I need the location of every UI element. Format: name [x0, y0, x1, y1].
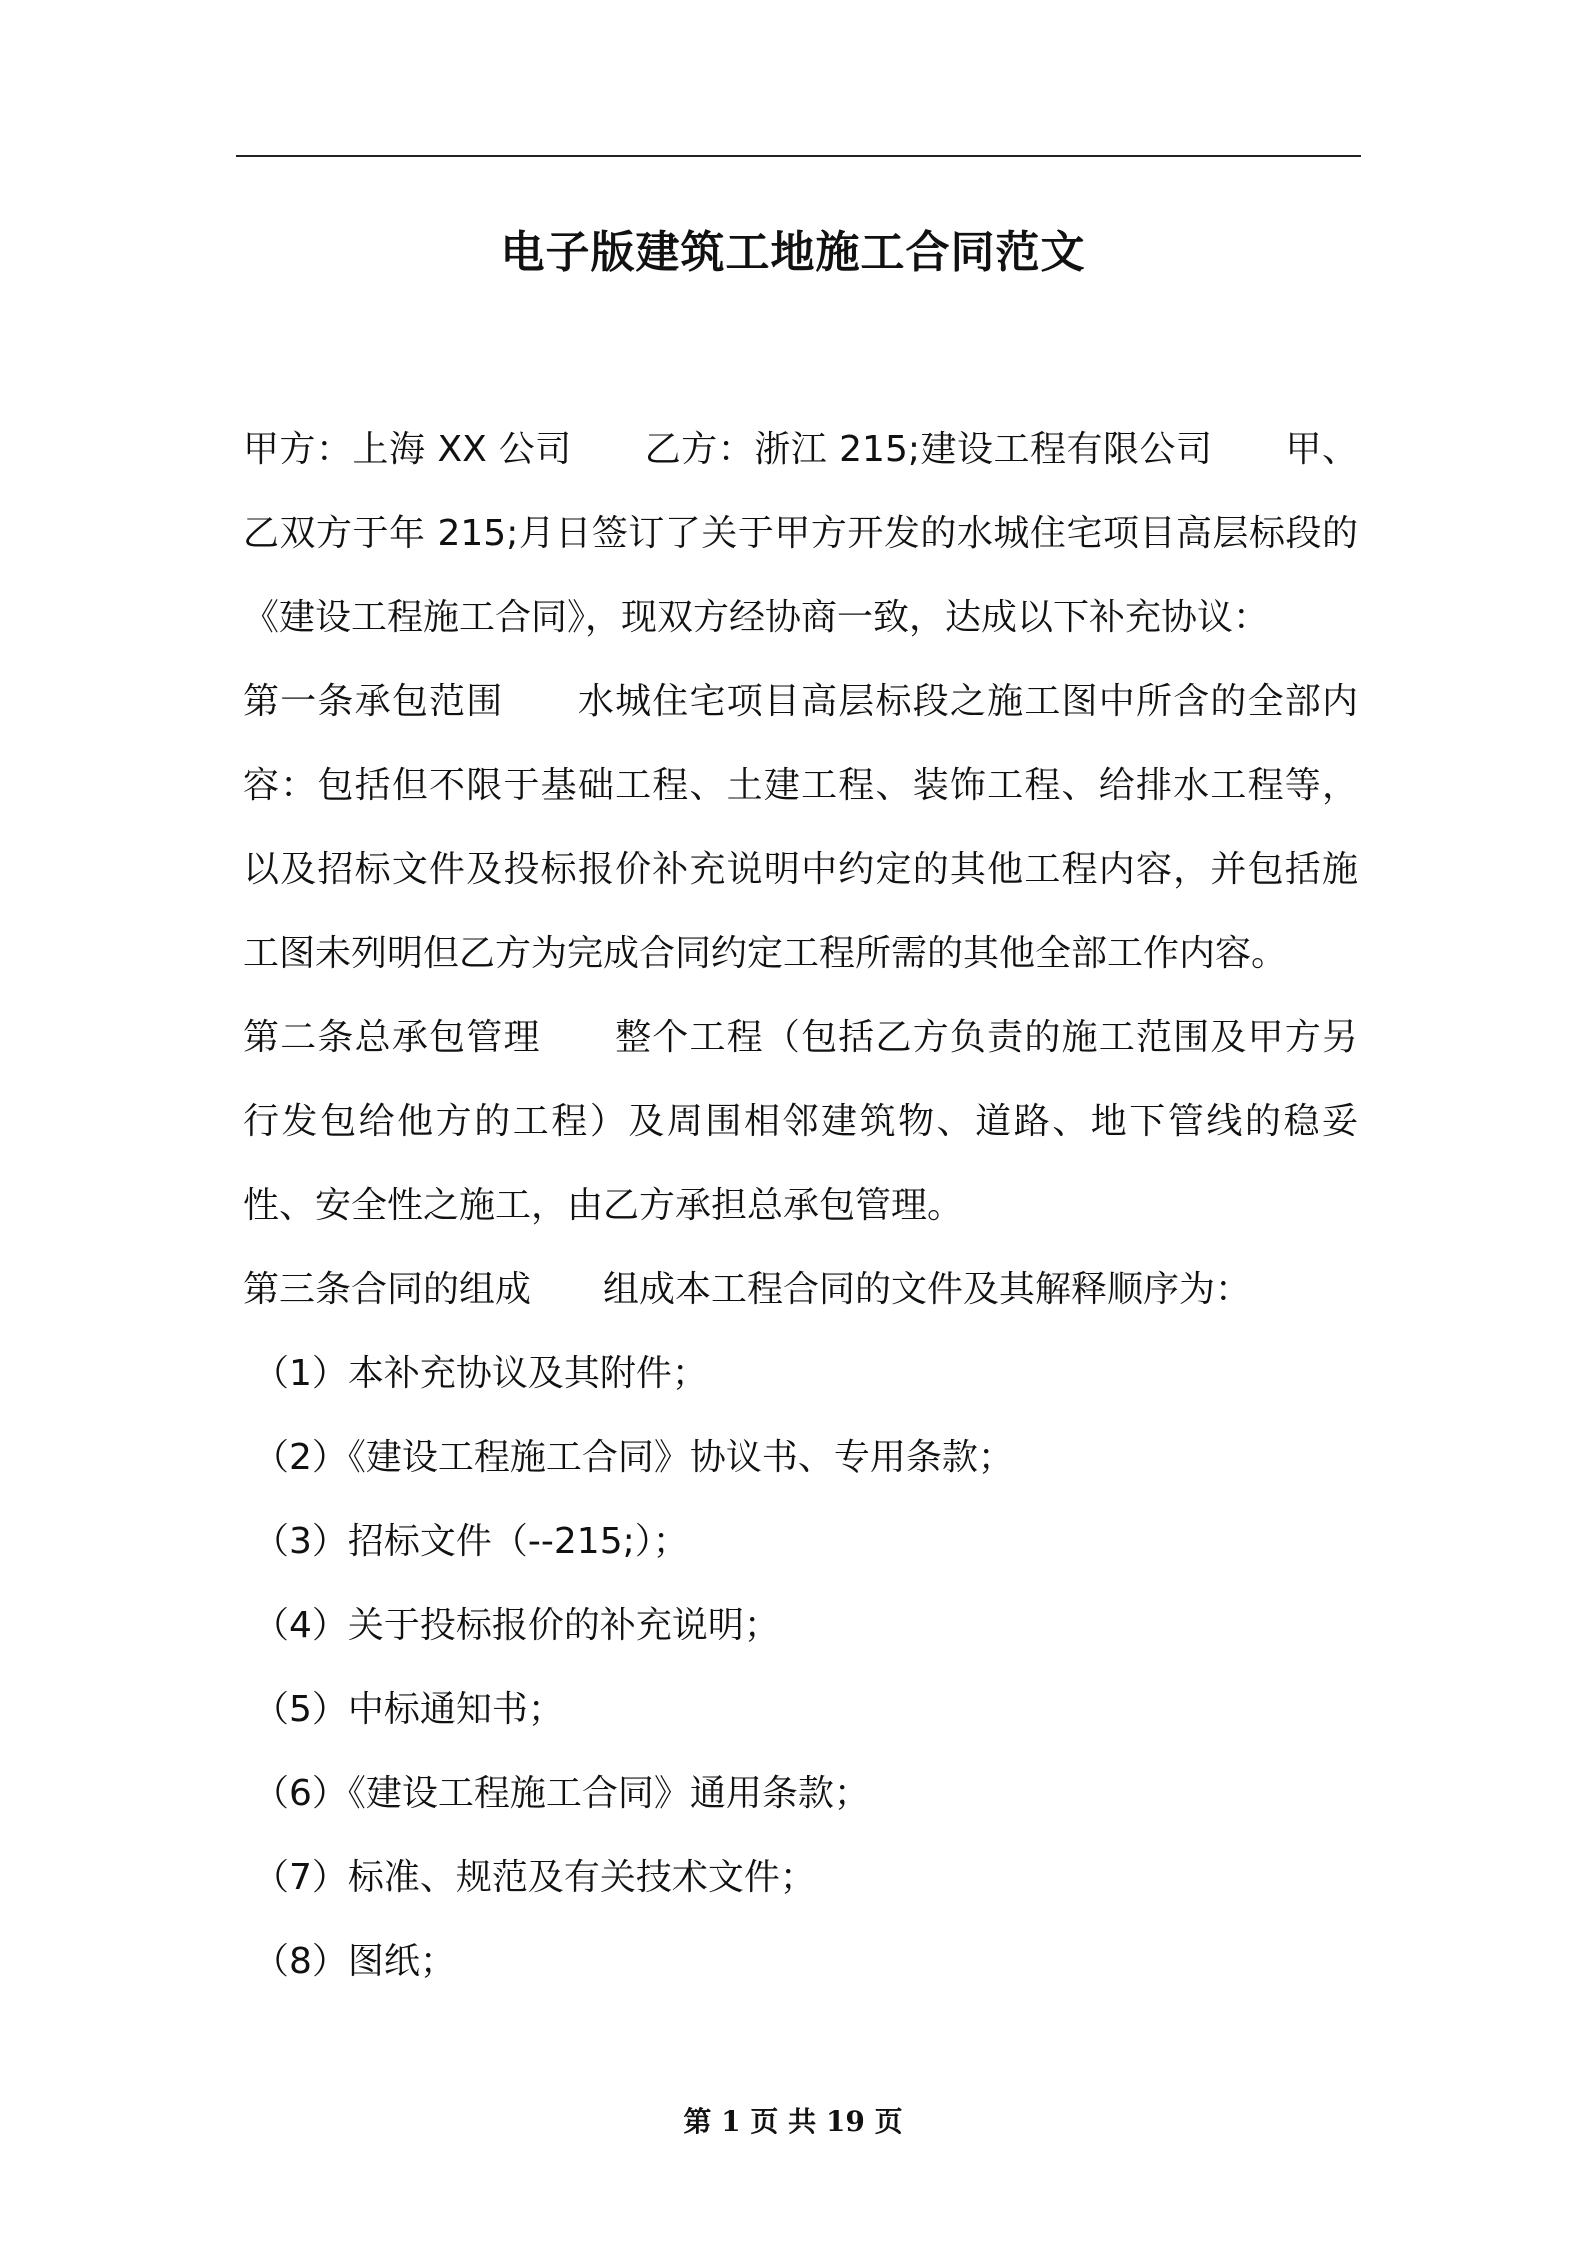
paragraph-article-2: 第二条总承包管理 整个工程（包括乙方负责的施工范围及甲方另行发包给他方的工程）及周围相邻建筑物、道路、地下管线的稳妥性、安全性之施工，由乙方承担总承包管理。: [243, 1017, 1358, 1226]
paragraph-article-1: 第一条承包范围 水城住宅项目高层标段之施工图中所含的全部内容：包括但不限于基础工程、土建工程、装饰工程、给排水工程等，以及招标文件及投标报价补充说明中约定的其他工程内容，并包括施工图未列明但乙方为完成合同约定工程所需的其他全部工作内容。: [243, 681, 1358, 974]
list-item: （6）《建设工程施工合同》通用条款；: [253, 1773, 870, 1814]
list-item: （4）关于投标报价的补充说明；: [253, 1605, 780, 1646]
document-title: 电子版建筑工地施工合同范文: [500, 227, 1086, 278]
list-item: （8）图纸；: [253, 1941, 456, 1982]
document-body: [243, 408, 1358, 2004]
list-item: （3）招标文件（--215;）；: [253, 1521, 689, 1562]
list-item: （2）《建设工程施工合同》协议书、专用条款；: [253, 1437, 1014, 1478]
header-rule: [236, 155, 1361, 157]
list-item: （7）标准、规范及有关技术文件；: [253, 1857, 816, 1898]
paragraph-article-3: 第三条合同的组成 组成本工程合同的文件及其解释顺序为：: [243, 1269, 1252, 1310]
paragraph-parties: 甲方：上海 XX 公司 乙方：浙江 215;建设工程有限公司 甲、乙双方于年 215;月日签订了关于甲方开发的水城住宅项目高层标段的《建设工程施工合同》，现双方经协商一致，达成以下补充协议：: [243, 429, 1358, 638]
list-item: （1）本补充协议及其附件；: [253, 1353, 708, 1394]
page-number: 第 1 页 共 19 页: [683, 2105, 903, 2138]
list-item: （5）中标通知书；: [253, 1689, 564, 1730]
contract-documents-list: [243, 1332, 1358, 2004]
